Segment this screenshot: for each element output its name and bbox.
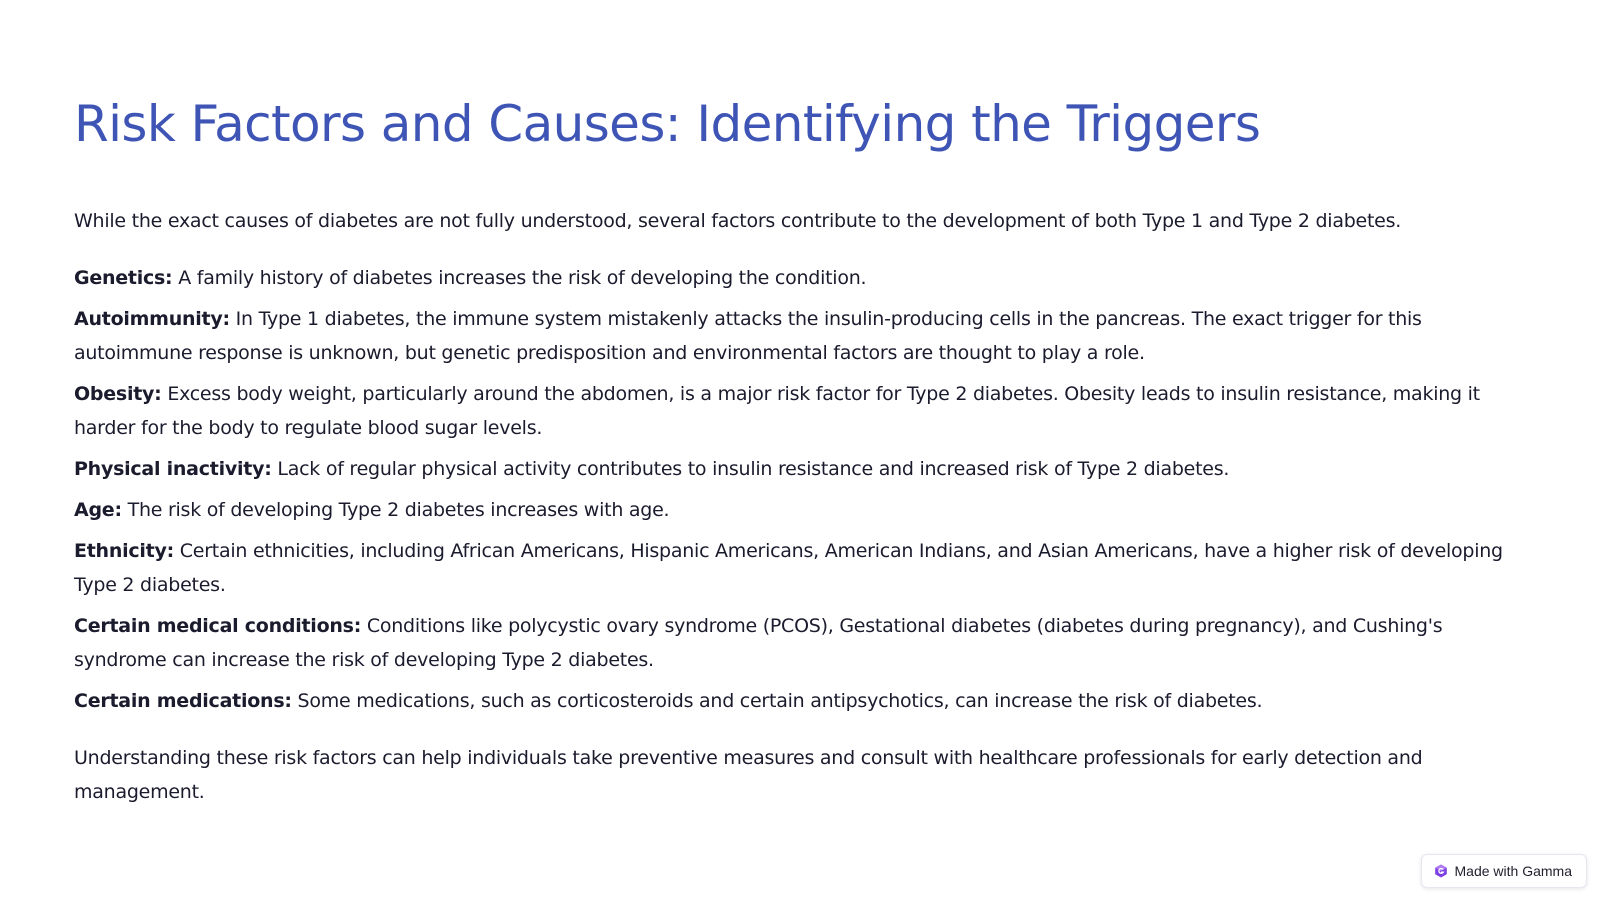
badge-label: Made with Gamma <box>1454 863 1572 879</box>
factor-age <box>74 493 1524 527</box>
slide-body <box>74 204 1524 809</box>
slide-title: Risk Factors and Causes: Identifying the Triggers <box>74 95 1261 153</box>
factor-text: Lack of regular physical activity contributes to insulin resistance and increased risk of Type 2 diabetes. <box>271 458 1230 480</box>
factor-term: Autoimmunity: <box>74 308 230 330</box>
factor-medications <box>74 684 1524 718</box>
factor-term: Age: <box>74 499 122 521</box>
factor-term: Physical inactivity: <box>74 458 272 480</box>
factor-term: Genetics: <box>74 267 173 289</box>
factor-physical-inactivity <box>74 452 1524 486</box>
factor-genetics <box>74 261 1524 295</box>
factor-ethnicity <box>74 534 1524 602</box>
factor-text: Excess body weight, particularly around the abdomen, is a major risk factor for Type 2 diabetes. Obesity leads to insulin resistance, making it harder for the body to regulate blood sugar levels. <box>74 383 1480 439</box>
factor-text: A family history of diabetes increases the risk of developing the condition. <box>172 267 867 289</box>
factor-text: Certain ethnicities, including African Americans, Hispanic Americans, American Indians, and Asian Americans, have a higher risk of developing Type 2 diabetes. <box>74 540 1503 596</box>
gamma-logo-icon <box>1434 864 1448 878</box>
factor-text: In Type 1 diabetes, the immune system mistakenly attacks the insulin-producing cells in the pancreas. The exact trigger for this autoimmune response is unknown, but genetic predisposition and environmental factors are thought to play a role. <box>74 308 1422 364</box>
factor-text: The risk of developing Type 2 diabetes increases with age. <box>121 499 670 521</box>
factor-term: Certain medical conditions: <box>74 615 362 637</box>
made-with-gamma-badge[interactable] <box>1421 854 1587 888</box>
factor-term: Ethnicity: <box>74 540 174 562</box>
factor-term: Certain medications: <box>74 690 292 712</box>
factor-medical-conditions <box>74 609 1524 677</box>
factor-term: Obesity: <box>74 383 162 405</box>
factor-autoimmunity <box>74 302 1524 370</box>
factor-text: Conditions like polycystic ovary syndrome (PCOS), Gestational diabetes (diabetes during pregnancy), and Cushing's syndrome can increase the risk of developing Type 2 diabetes. <box>74 615 1443 671</box>
factor-obesity <box>74 377 1524 445</box>
factor-text: Some medications, such as corticosteroids and certain antipsychotics, can increase the risk of diabetes. <box>291 690 1263 712</box>
outro-paragraph: Understanding these risk factors can help individuals take preventive measures and consult with healthcare professionals for early detection and management. <box>74 747 1423 803</box>
intro-paragraph: While the exact causes of diabetes are not fully understood, several factors contribute to the development of both Type 1 and Type 2 diabetes. <box>74 210 1402 232</box>
